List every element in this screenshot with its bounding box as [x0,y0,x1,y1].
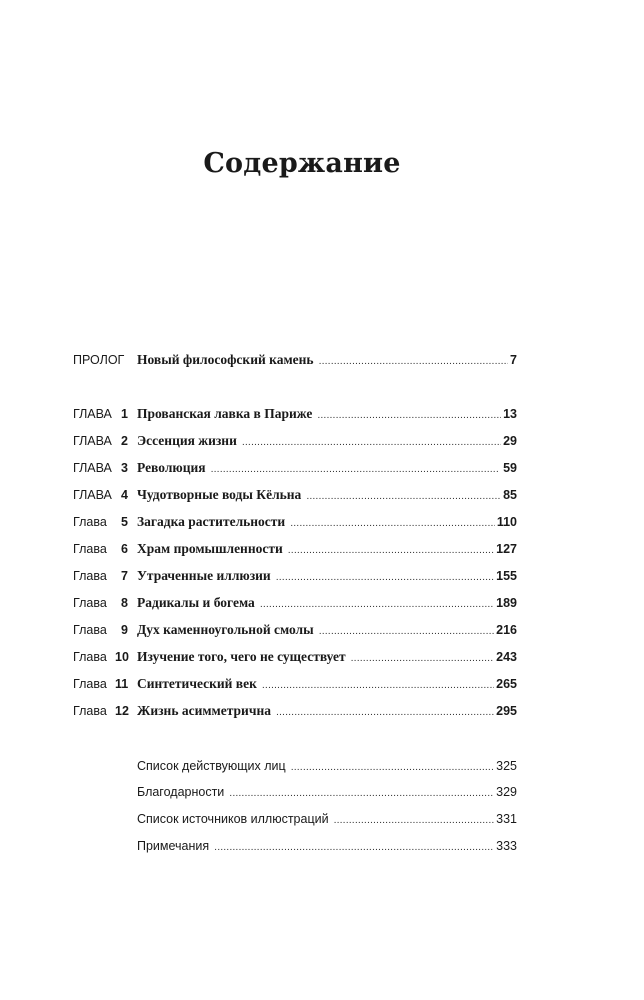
toc-row-appendix [0,756,644,776]
row-number: 10 [115,650,129,664]
toc-entry [137,566,517,586]
row-page: 265 [496,677,517,691]
page-title: Содержание [203,148,401,179]
dot-leader [317,405,501,425]
toc-row-chapter [0,620,644,640]
toc-row-chapter [0,593,644,613]
toc-entry [137,756,517,776]
row-title: Список источников иллюстраций [137,812,329,826]
dot-leader [260,594,494,614]
row-page: 189 [496,596,517,610]
row-page: 216 [496,623,517,637]
dot-leader [262,675,494,695]
toc-entry [137,512,517,532]
toc-row-chapter [0,566,644,586]
dot-leader [242,432,501,452]
toc-entry [137,809,517,829]
toc-entry [137,593,517,613]
toc-row-prologue [0,350,644,370]
row-title: Чудотворные воды Кёльна [137,487,302,502]
row-page: 85 [503,488,517,502]
row-label: Глава [73,704,107,718]
row-title: Прованская лавка в Париже [137,406,313,421]
toc-row-appendix [0,836,644,856]
row-label: Глава [73,596,107,610]
toc-entry [137,458,517,478]
row-number: 8 [121,596,128,610]
dot-leader [319,621,494,641]
row-page: 243 [496,650,517,664]
row-number: 4 [121,488,128,502]
row-number: 3 [121,461,128,475]
row-label: Глава [73,623,107,637]
row-title: Эссенция жизни [137,433,237,448]
dot-leader [229,783,494,803]
row-page: 325 [496,759,517,773]
toc-entry [137,647,517,667]
row-title: Новый философский камень [137,352,314,367]
toc-entry [137,836,517,856]
row-label: Глава [73,677,107,691]
row-page: 13 [503,407,517,421]
toc-entry [137,539,517,559]
row-page: 127 [496,542,517,556]
row-number: 11 [115,677,129,691]
row-number: 2 [121,434,128,448]
dot-leader [334,810,495,830]
row-number: 9 [121,623,128,637]
row-page: 110 [496,515,517,529]
toc-entry [137,701,517,721]
toc-entry [137,782,517,802]
row-title: Загадка растительности [137,514,286,529]
row-page: 29 [503,434,517,448]
row-title: Храм промышленности [137,541,283,556]
dot-leader [211,459,502,479]
toc-entry [137,431,517,451]
toc-row-chapter [0,674,644,694]
dot-leader [306,486,501,506]
row-number: 6 [121,542,128,556]
toc-row-chapter [0,485,644,505]
row-label: ГЛАВА [73,434,112,448]
row-label: ГЛАВА [73,407,112,421]
toc-row-chapter [0,701,644,721]
dot-leader [290,513,495,533]
row-number: 12 [115,704,129,718]
dot-leader [214,837,494,857]
toc-row-appendix [0,809,644,829]
row-title: Список действующих лиц [137,759,286,773]
row-label: Глава [73,569,107,583]
row-title: Синтетический век [137,676,257,691]
toc-row-chapter [0,539,644,559]
row-page: 331 [496,812,517,826]
row-label: ГЛАВА [73,461,112,475]
row-number: 1 [121,407,128,421]
row-page: 295 [496,704,517,718]
toc-row-appendix [0,782,644,802]
row-page: 7 [510,353,517,367]
row-page: 155 [496,569,517,583]
toc-row-chapter [0,458,644,478]
row-label: ПРОЛОГ [73,353,125,367]
row-title: Утраченные иллюзии [137,568,271,583]
toc-entry [137,485,517,505]
row-title: Революция [137,460,206,475]
row-title: Изучение того, чего не существует [137,649,346,664]
dot-leader [288,540,494,560]
row-title: Жизнь асимметрична [137,703,271,718]
row-title: Благодарности [137,785,225,799]
row-label: Глава [73,650,107,664]
toc-row-chapter [0,512,644,532]
toc-entry [137,620,517,640]
dot-leader [276,567,494,587]
row-number: 5 [121,515,128,529]
row-page: 333 [496,839,517,853]
row-label: Глава [73,542,107,556]
toc-entry [137,350,517,370]
row-title: Примечания [137,839,210,853]
row-number: 7 [121,569,128,583]
row-title: Радикалы и богема [137,595,255,610]
toc-entry [137,404,517,424]
row-label: Глава [73,515,107,529]
dot-leader [351,648,495,668]
toc-row-chapter [0,404,644,424]
dot-leader [319,351,508,371]
row-label: ГЛАВА [73,488,112,502]
row-page: 59 [503,461,517,475]
row-title: Дух каменноугольной смолы [137,622,314,637]
dot-leader [291,757,494,777]
toc-row-chapter [0,647,644,667]
row-page: 329 [496,785,517,799]
dot-leader [276,702,494,722]
toc-entry [137,674,517,694]
toc-row-chapter [0,431,644,451]
